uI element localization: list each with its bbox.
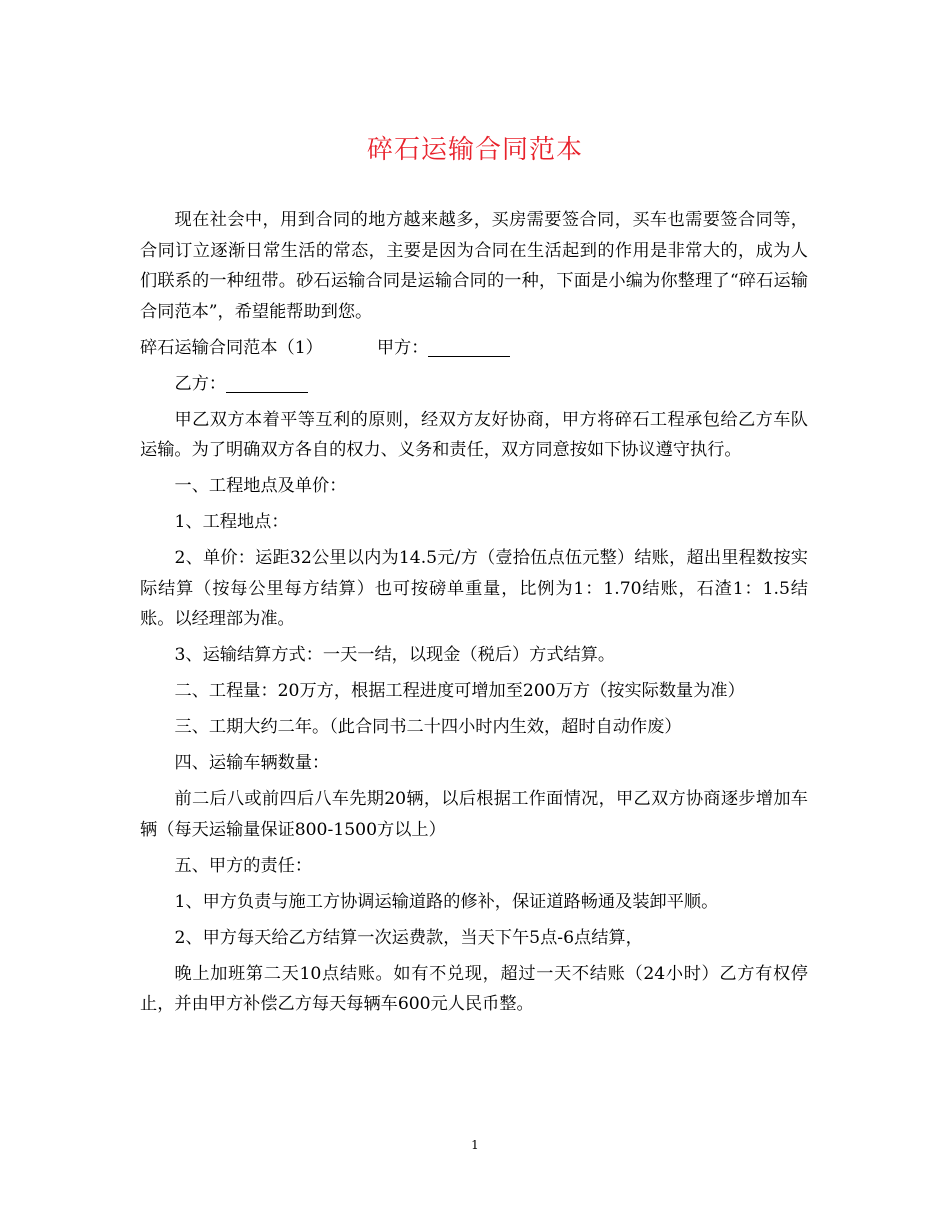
- party-b-label: 乙方：: [174, 373, 227, 394]
- paragraph: 2、甲方每天给乙方结算一次运费款，当天下午5点-6点结算，: [174, 927, 643, 948]
- party-a-label: 甲方：: [376, 337, 429, 358]
- document-title: 碎石运输合同范本: [366, 135, 583, 165]
- paragraph: 3、运输结算方式：一天一结，以现金（税后）方式结算。: [174, 645, 616, 665]
- paragraph: 前二后八或前四后八车先期20辆，以后根据工作面情况，甲乙双方协商逐步增加车辆（每天运输量保证800-1500方以上）: [140, 789, 808, 840]
- contract-heading-line: [140, 333, 808, 364]
- paragraph: 1、甲方负责与施工方协调运输道路的修补，保证道路畅通及装卸平顺。: [174, 891, 719, 912]
- party-a-blank: [428, 334, 510, 357]
- page-number: 1: [471, 1138, 479, 1152]
- section-heading: 三、工期大约二年。（此合同书二十四小时内生效，超时自动作废）: [174, 717, 682, 737]
- party-b-line: [140, 369, 808, 400]
- paragraph: 1、工程地点：: [174, 512, 289, 532]
- document-body: [140, 205, 808, 1025]
- intro-paragraph: 现在社会中，用到合同的地方越来越多，买房需要签合同，买车也需要签合同等，合同订立逐渐日常生活的常态，主要是因为合同在生活起到的作用是非常大的，成为人们联系的一种纽带。砂石运输合同是运输合同的一种，下面是小编为你整理了“碎石运输合同范本”，希望能帮助到您。: [140, 210, 808, 322]
- paragraph: 晚上加班第二天10点结账。如有不兑现，超过一天不结账（24小时）乙方有权停止，并由甲方补偿乙方每天每辆车600元人民币整。: [140, 963, 808, 1014]
- section-heading: 一、工程地点及单价：: [174, 476, 347, 496]
- section-heading: 二、工程量：20万方，根据工程进度可增加至200万方（按实际数量为准）: [174, 681, 745, 701]
- paragraph: 甲乙双方本着平等互利的原则，经双方友好协商，甲方将碎石工程承包给乙方车队运输。为了明确双方各自的权力、义务和责任，双方同意按如下协议遵守执行。: [140, 409, 808, 460]
- section-heading: 五、甲方的责任：: [174, 855, 313, 876]
- paragraph: 2、单价：运距32公里以内为14.5元/方（壹拾伍点伍元整）结账，超出里程数按实际结算（按每公里每方结算）也可按磅单重量，比例为1：1.70结账，石渣1：1.5结账。以经理部为准。: [140, 548, 808, 629]
- contract-heading: 碎石运输合同范本（1）: [140, 337, 323, 358]
- party-b-blank: [226, 370, 308, 393]
- section-heading: 四、运输车辆数量：: [174, 753, 330, 773]
